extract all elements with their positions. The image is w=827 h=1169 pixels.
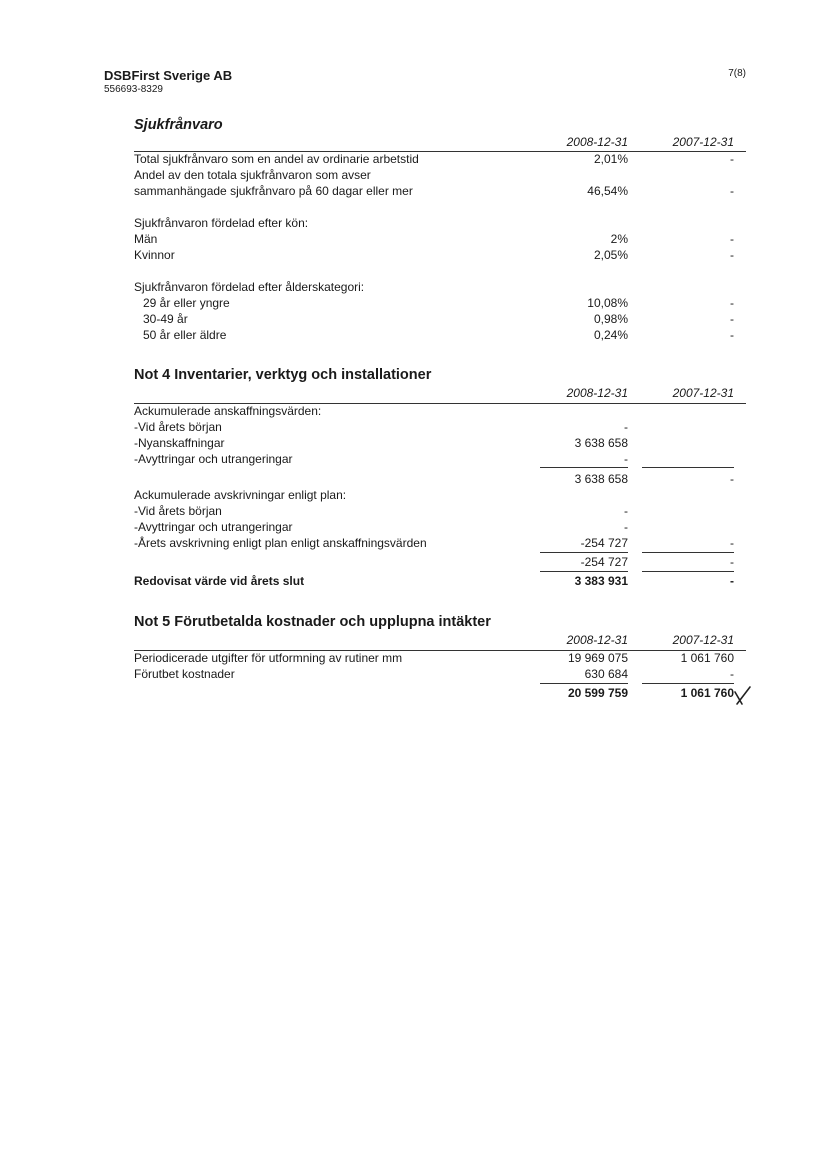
table-row: -Avyttringar och utrangeringar - [134,520,628,534]
subtotal-rule [540,467,628,468]
org-number: 556693-8329 [104,84,163,95]
table-row: Andel av den totala sjukfrånvaron som avser [134,168,371,182]
company-name: DSBFirst Sverige AB [104,68,233,83]
table-row: Sjukfrånvaron fördelad efter ålderskategori: [134,280,365,294]
table-row: Redovisat värde vid årets slut 3 383 931 - [134,574,734,588]
note4-col-2007: 2007-12-31 [672,386,734,400]
subtotal-rule [642,467,734,468]
table-row: -Vid årets början - [134,420,628,434]
table-row: 50 år eller äldre 0,24% - [143,328,734,342]
table-row: Sjukfrånvaron fördelad efter kön: [134,216,309,230]
note5-col-2007: 2007-12-31 [672,633,734,647]
table-row: Förutbet kostnader 630 684 - [134,667,734,681]
table-row: -Årets avskrivning enligt plan enligt anskaffningsvärden -254 727 - [134,536,734,550]
table-row: Män 2% - [134,232,734,246]
note5-title: Not 5 Förutbetalda kostnader och upplupna intäkter [134,614,491,630]
table-row: Ackumulerade avskrivningar enligt plan: [134,488,347,502]
table-row: Ackumulerade anskaffningsvärden: [134,404,322,418]
table-row: -Nyanskaffningar 3 638 658 [134,436,628,450]
handwritten-check-mark [733,684,753,708]
sick-leave-col-2008: 2008-12-31 [566,135,628,149]
note4-col-2008: 2008-12-31 [566,386,628,400]
table-row: Kvinnor 2,05% - [134,248,734,262]
table-row: -Vid årets början - [134,504,628,518]
table-row: -254 727 - [580,555,734,569]
total-rule [540,683,628,684]
sick-leave-title: Sjukfrånvaro [134,117,223,133]
table-row: 20 599 759 1 061 760 [567,686,734,700]
sick-leave-col-2007: 2007-12-31 [672,135,734,149]
total-rule [642,683,734,684]
table-row: -Avyttringar och utrangeringar - [134,452,628,466]
table-row: Periodicerade utgifter för utformning av rutiner mm 19 969 075 1 061 760 [134,651,734,665]
table-row: Total sjukfrånvaro som en andel av ordinarie arbetstid 2,01% - [134,152,734,166]
note4-title: Not 4 Inventarier, verktyg och installationer [134,367,432,383]
subtotal-rule [540,552,628,553]
table-row: sammanhängade sjukfrånvaro på 60 dagar eller mer 46,54% - [134,184,734,198]
total-rule [642,571,734,572]
subtotal-rule [642,552,734,553]
total-rule [540,571,628,572]
note5-col-2008: 2008-12-31 [566,633,628,647]
table-row: 3 638 658 - [574,472,734,486]
page-number: 7(8) [728,68,746,79]
table-row: 29 år eller yngre 10,08% - [143,296,734,310]
table-row: 30-49 år 0,98% - [143,312,734,326]
